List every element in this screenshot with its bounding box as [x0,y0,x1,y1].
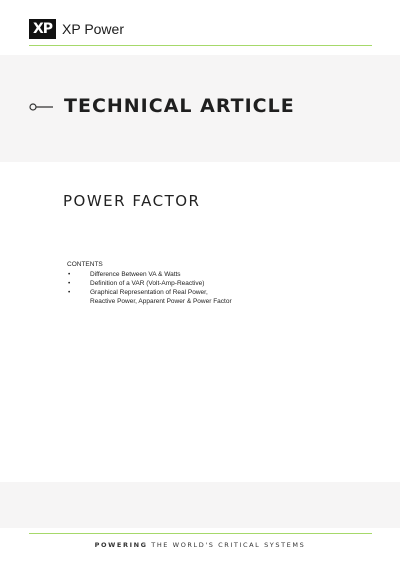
footer-divider [29,533,372,534]
tagline-strong: POWERING [94,541,148,549]
list-item [67,288,357,306]
list-item [67,270,357,279]
header-divider [29,45,372,46]
bullet: • [68,289,71,296]
contents-list [67,270,357,306]
contents-section [67,260,357,306]
page-title: TECHNICAL ARTICLE [64,95,295,117]
xp-logo-icon: XP [29,19,56,39]
list-item-text: Reactive Power, Apparent Power & Power Factor [90,298,232,305]
footer-tagline [0,541,400,549]
contents-heading: CONTENTS [67,261,103,268]
tagline-rest: THE WORLD'S CRITICAL SYSTEMS [147,541,306,549]
footer-band [0,482,400,528]
list-item [67,279,357,288]
page-header [0,0,400,46]
list-item-text: Difference Between VA & Watts [90,271,181,278]
bullet: • [68,280,71,287]
connector-icon [29,102,53,112]
document-subtitle: POWER FACTOR [63,192,201,210]
bullet: • [68,271,71,278]
list-item-text: Graphical Representation of Real Power, [90,289,208,296]
brand-name: XP Power [62,21,124,37]
list-item-text: Definition of a VAR (Volt-Amp-Reactive) [90,280,205,287]
